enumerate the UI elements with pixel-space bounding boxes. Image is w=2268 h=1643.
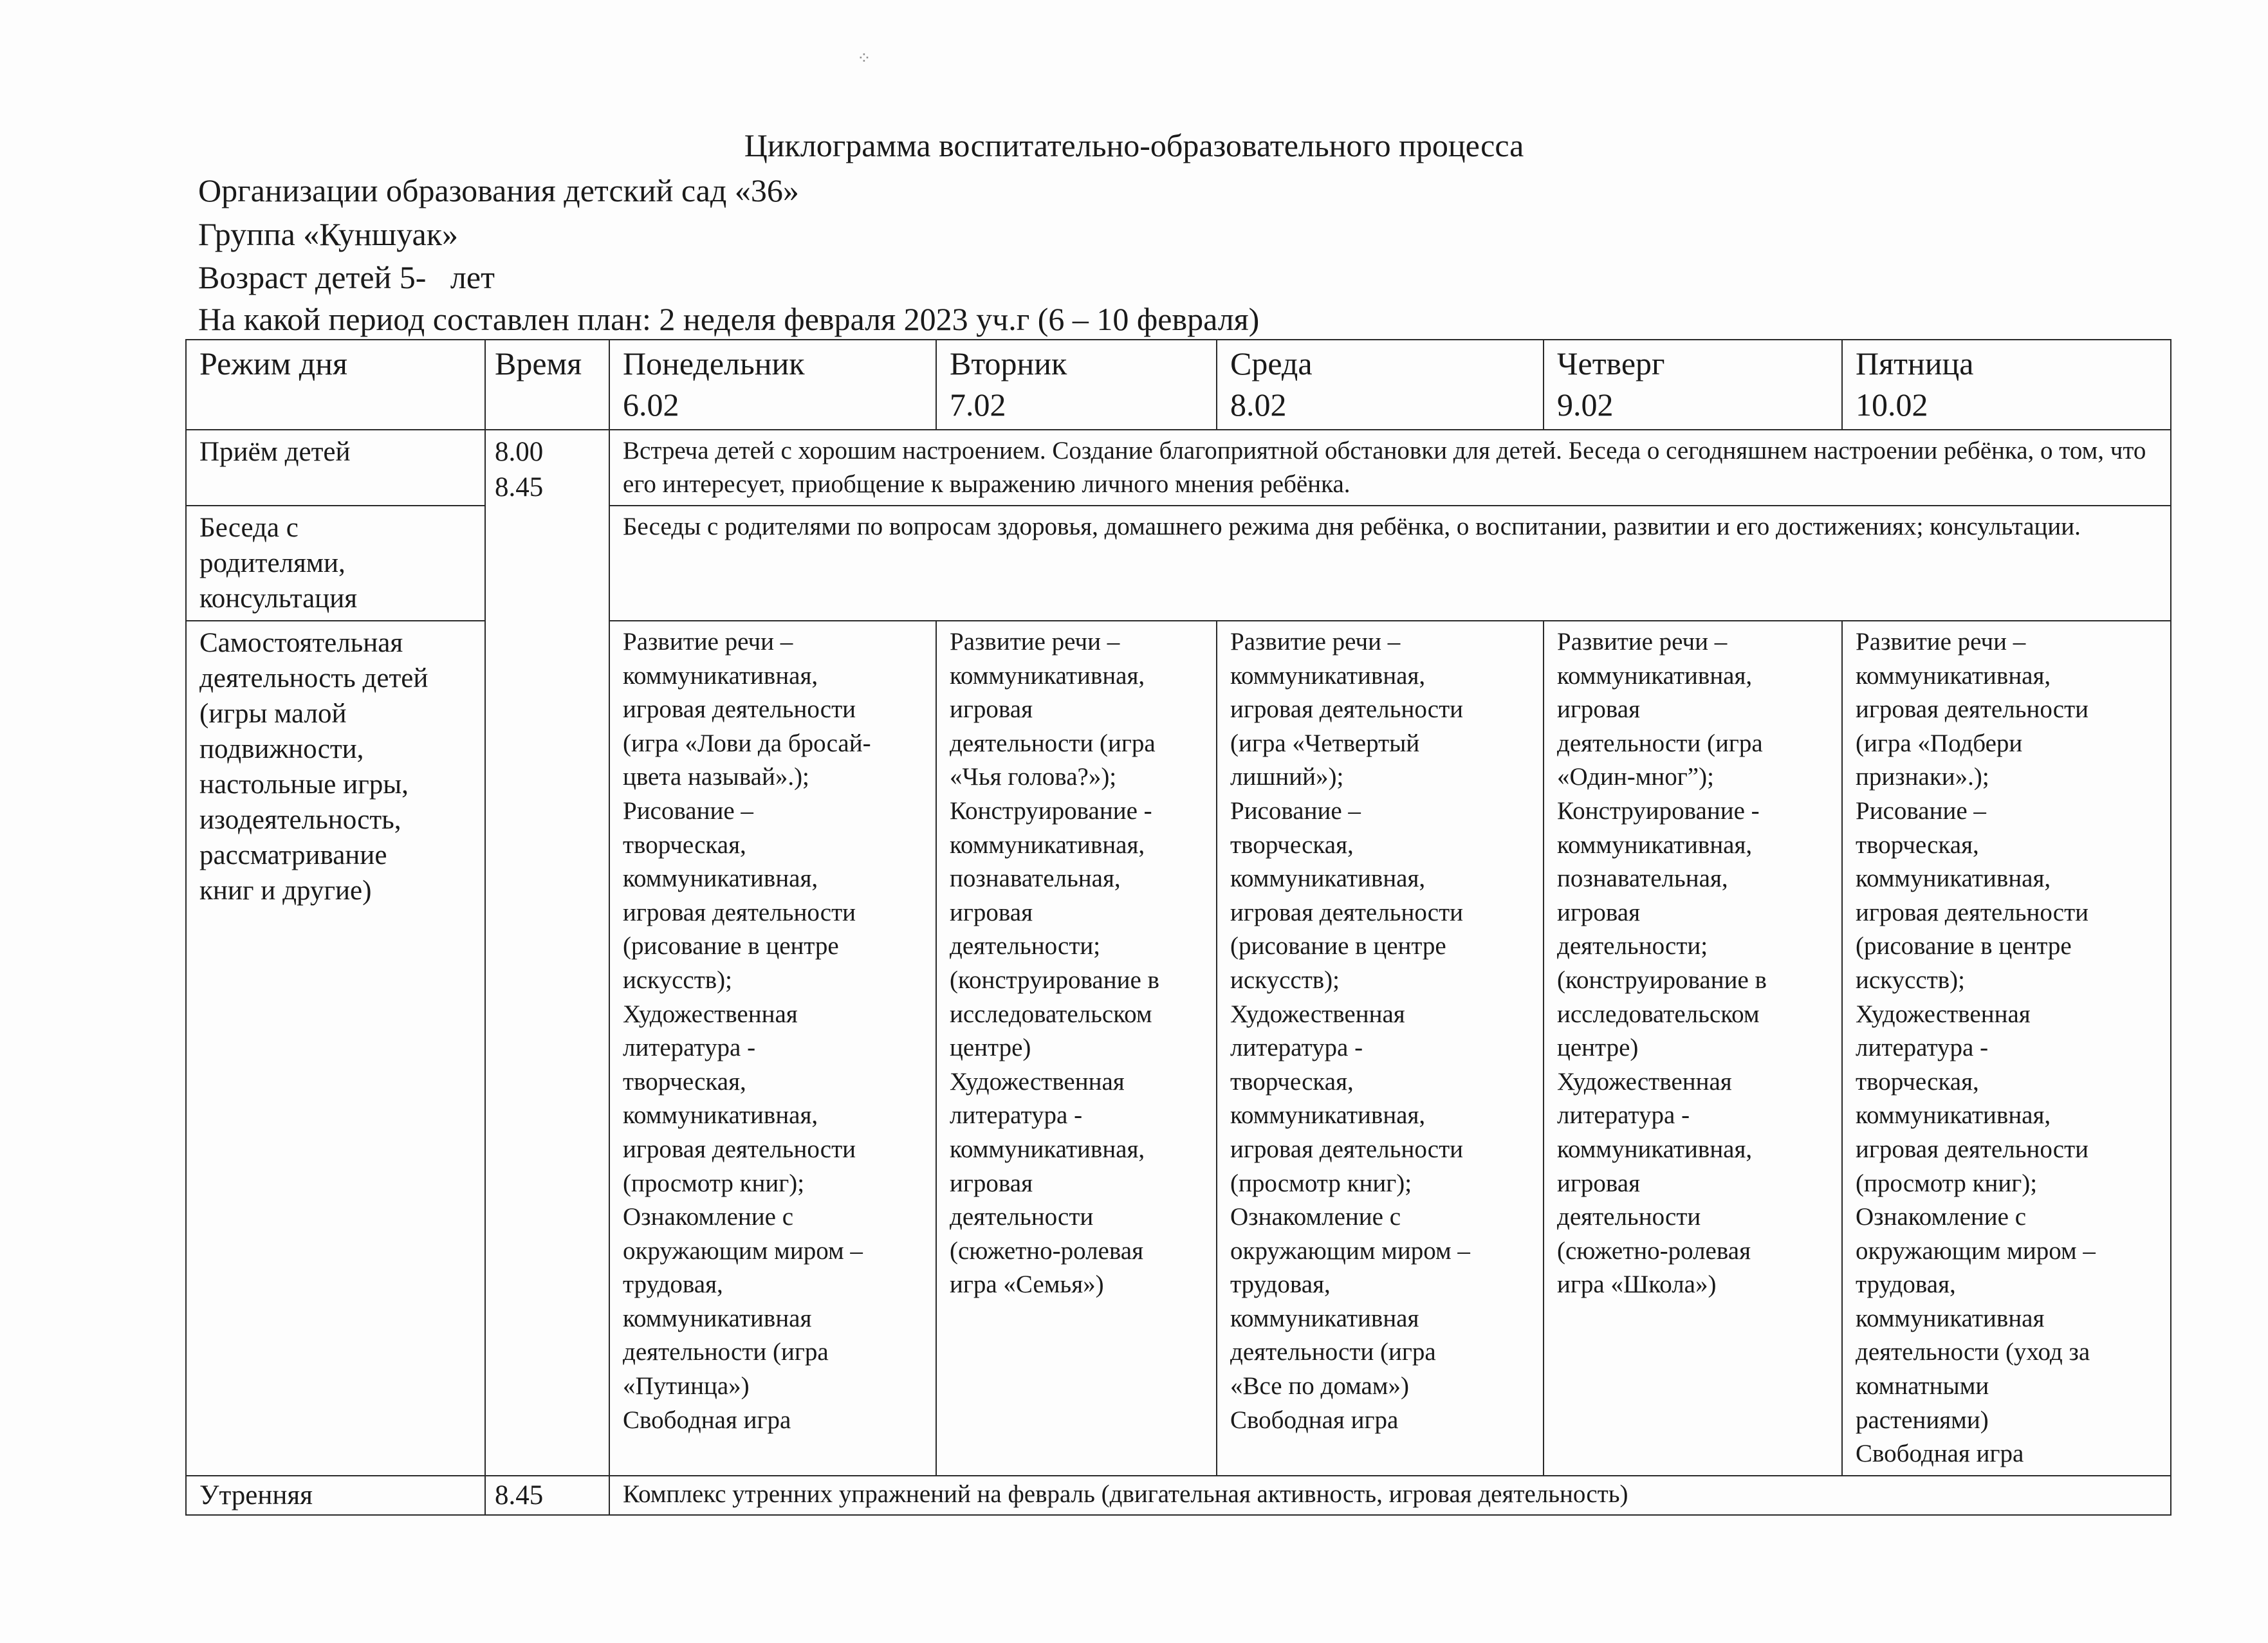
day-name: Вторник: [950, 345, 1067, 381]
cell-line: искусств);: [623, 966, 732, 994]
cell-line: игровая деятельности: [623, 1135, 856, 1163]
cell-line: творческая,: [1856, 831, 1979, 859]
header-regime: Режим дня: [186, 340, 485, 430]
cell-line: деятельности (уход за: [1856, 1338, 2090, 1366]
activity-monday: [609, 621, 936, 1476]
header-day-wednesday: [1217, 340, 1544, 430]
group-line: Группа «Куншуак»: [198, 216, 458, 252]
cell-line: коммуникативная,: [623, 661, 818, 690]
cell-line: Художественная: [623, 1000, 798, 1028]
cell-line: деятельности (игра: [1230, 1338, 1436, 1366]
cell-line: деятельность детей: [199, 663, 429, 693]
cell-line: исследовательском: [950, 1000, 1152, 1028]
cell-line: коммуникативная,: [1557, 1135, 1753, 1163]
cell-line: искусств);: [1230, 966, 1340, 994]
cell-line: творческая,: [1230, 831, 1354, 859]
priem-text: Встреча детей с хорошим настроением. Создание благоприятной обстановки для детей. Беседа о сегодняшнем настроении ребёнка, о том, что его интересует, приобщение к выражению личного мнения ребёнка.: [609, 430, 2171, 506]
cell-line: признаки».);: [1856, 763, 1989, 791]
activity-friday: [1842, 621, 2171, 1476]
cell-line: Рисование –: [1856, 796, 1986, 825]
time-morning-exercise: 8.45: [485, 1476, 609, 1515]
cell-line: коммуникативная,: [1230, 865, 1426, 893]
cell-line: деятельности;: [950, 932, 1101, 960]
cell-line: Конструирование -: [1557, 796, 1760, 825]
cell-line: Развитие речи –: [1856, 628, 2026, 656]
cell-line: (игры малой: [199, 699, 347, 729]
cell-line: (сюжетно-ролевая: [950, 1236, 1144, 1265]
cell-line: Свободная игра: [623, 1406, 791, 1434]
cell-line: коммуникативная: [623, 1304, 812, 1332]
cell-line: искусств);: [1856, 966, 1965, 994]
cell-line: Самостоятельная: [199, 628, 403, 658]
cell-line: коммуникативная,: [1230, 661, 1426, 690]
cell-line: настольные игры,: [199, 769, 409, 800]
regime-line: Беседа с: [199, 513, 299, 543]
cell-line: Свободная игра: [1230, 1406, 1399, 1434]
cell-line: деятельности;: [1557, 932, 1708, 960]
time-start: 8.00: [495, 437, 544, 467]
cell-line: центре): [1557, 1034, 1639, 1062]
cell-line: растениями): [1856, 1406, 1989, 1434]
activity-thursday: [1544, 621, 1842, 1476]
cell-line: Развитие речи –: [1230, 628, 1401, 656]
header-time: Время: [485, 340, 609, 430]
table-row-priem: [186, 430, 2171, 506]
cell-line: (просмотр книг);: [623, 1169, 805, 1197]
cell-line: рассматривание: [199, 840, 387, 870]
activity-tuesday: [936, 621, 1217, 1476]
cell-line: «Чья голова?»);: [950, 763, 1117, 791]
cell-line: Художественная: [1230, 1000, 1405, 1028]
cell-line: Рисование –: [623, 796, 753, 825]
cell-line: коммуникативная: [1856, 1304, 2045, 1332]
day-date: 8.02: [1230, 387, 1287, 423]
day-name: Понедельник: [623, 345, 805, 381]
cell-line: познавательная,: [1557, 865, 1728, 893]
cell-line: деятельности: [1557, 1203, 1701, 1231]
cell-line: игровая: [1557, 898, 1641, 926]
cell-line: цвета называй».);: [623, 763, 809, 791]
cell-line: (конструирование в: [1557, 966, 1767, 994]
cell-line: (конструирование в: [950, 966, 1159, 994]
day-date: 6.02: [623, 387, 679, 423]
cell-line: (просмотр книг);: [1230, 1169, 1412, 1197]
cell-line: деятельности: [950, 1203, 1094, 1231]
cell-line: окружающим миром –: [1856, 1236, 2096, 1265]
table-row-self-activity: [186, 621, 2171, 1476]
cell-line: литература -: [1230, 1034, 1363, 1062]
cell-line: (игра «Лови да бросай-: [623, 729, 871, 757]
regime-line: консультация: [199, 583, 357, 614]
cell-line: игровая: [950, 695, 1033, 724]
regime-self-activity: [186, 621, 485, 1476]
cell-line: Развитие речи –: [623, 628, 793, 656]
activity-wednesday: [1217, 621, 1544, 1476]
cell-line: трудовая,: [1856, 1271, 1956, 1299]
cell-line: (рисование в центре: [1230, 932, 1446, 960]
cell-line: (игра «Четвертый: [1230, 729, 1420, 757]
cell-line: коммуникативная,: [1856, 1101, 2051, 1130]
cell-line: игровая: [1557, 1169, 1641, 1197]
cell-line: игровая деятельности: [1230, 1135, 1464, 1163]
day-date: 9.02: [1557, 387, 1614, 423]
cell-line: литература -: [623, 1034, 756, 1062]
cell-line: игровая деятельности: [1230, 695, 1464, 724]
day-date: 10.02: [1856, 387, 1928, 423]
regime-priem: Приём детей: [186, 430, 485, 506]
cell-line: Ознакомление с: [623, 1203, 794, 1231]
cell-line: коммуникативная,: [623, 865, 818, 893]
header-day-thursday: [1544, 340, 1842, 430]
cell-line: игровая: [950, 1169, 1033, 1197]
cell-line: Конструирование -: [950, 796, 1152, 825]
cell-line: коммуникативная,: [1856, 661, 2051, 690]
cell-line: творческая,: [1856, 1067, 1979, 1096]
schedule-table: [185, 339, 2171, 1516]
cell-line: трудовая,: [1230, 1271, 1331, 1299]
cell-line: Художественная: [950, 1067, 1125, 1096]
cell-line: Художественная: [1856, 1000, 2031, 1028]
cell-line: творческая,: [623, 1067, 746, 1096]
cell-line: коммуникативная,: [1557, 831, 1753, 859]
header-day-monday: [609, 340, 936, 430]
cell-line: Свободная игра: [1856, 1440, 2024, 1468]
regime-line: родителями,: [199, 548, 346, 578]
cell-line: «Все по домам»): [1230, 1372, 1409, 1400]
cell-line: игровая деятельности: [1856, 695, 2089, 724]
cell-line: игровая деятельности: [1230, 898, 1464, 926]
cell-line: книг и другие): [199, 876, 372, 906]
cell-line: (рисование в центре: [623, 932, 839, 960]
regime-morning: Утренняя: [186, 1476, 485, 1515]
cell-line: коммуникативная,: [950, 831, 1145, 859]
cell-line: познавательная,: [950, 865, 1121, 893]
time-cell-morning: [485, 430, 609, 1476]
day-name: Пятница: [1856, 345, 1974, 381]
cell-line: комнатными: [1856, 1372, 1989, 1400]
cell-line: окружающим миром –: [623, 1236, 863, 1265]
cell-line: коммуникативная,: [950, 661, 1145, 690]
cell-line: игровая деятельности: [1856, 1135, 2089, 1163]
cell-line: (рисование в центре: [1856, 932, 2072, 960]
regime-beseda: [186, 506, 485, 621]
cell-line: трудовая,: [623, 1271, 723, 1299]
cell-line: коммуникативная: [1230, 1304, 1419, 1332]
cell-line: литература -: [1856, 1034, 1989, 1062]
cell-line: (игра «Подбери: [1856, 729, 2023, 757]
cell-line: Рисование –: [1230, 796, 1361, 825]
cell-line: игровая: [950, 898, 1033, 926]
cell-line: коммуникативная,: [1230, 1101, 1426, 1130]
cell-line: игровая деятельности: [623, 898, 856, 926]
cell-line: центре): [950, 1034, 1031, 1062]
time-end: 8.45: [495, 472, 544, 502]
cell-line: (просмотр книг);: [1856, 1169, 2038, 1197]
cell-line: литература -: [950, 1101, 1083, 1130]
period-line: На какой период составлен план: 2 неделя февраля 2023 уч.г (6 – 10 февраля): [198, 301, 1260, 337]
cell-line: лишний»);: [1230, 763, 1344, 791]
cell-line: игровая деятельности: [1856, 898, 2089, 926]
cell-line: деятельности (игра: [1557, 729, 1763, 757]
day-name: Четверг: [1557, 345, 1665, 381]
cell-line: коммуникативная,: [1856, 865, 2051, 893]
cell-line: (сюжетно-ролевая: [1557, 1236, 1751, 1265]
cell-line: коммуникативная,: [623, 1101, 818, 1130]
cell-line: творческая,: [1230, 1067, 1354, 1096]
beseda-text: Беседы с родителями по вопросам здоровья, домашнего режима дня ребёнка, о воспитании, развитии и его достижениях; консультации.: [609, 506, 2171, 621]
cell-line: коммуникативная,: [950, 1135, 1145, 1163]
table-row-morning-exercise: [186, 1476, 2171, 1515]
age-line: Возраст детей 5- лет: [198, 259, 495, 295]
cell-line: Ознакомление с: [1856, 1203, 2027, 1231]
cell-line: подвижности,: [199, 734, 364, 764]
organization-line: Организации образования детский сад «36»: [198, 172, 799, 208]
table-header-row: [186, 340, 2171, 430]
cell-line: окружающим миром –: [1230, 1236, 1470, 1265]
table-row-beseda: [186, 506, 2171, 621]
cell-line: игра «Школа»): [1557, 1271, 1717, 1299]
cell-line: «Один-многˮ);: [1557, 763, 1714, 791]
cell-line: Ознакомление с: [1230, 1203, 1401, 1231]
cell-line: деятельности (игра: [950, 729, 1156, 757]
header-day-friday: [1842, 340, 2171, 430]
cell-line: коммуникативная,: [1557, 661, 1753, 690]
cell-line: исследовательском: [1557, 1000, 1760, 1028]
morning-exercise-text: Комплекс утренних упражнений на февраль (двигательная активность, игровая деятельность): [609, 1476, 2171, 1515]
cell-line: Развитие речи –: [1557, 628, 1728, 656]
cell-line: деятельности (игра: [623, 1338, 829, 1366]
cell-line: творческая,: [623, 831, 746, 859]
cell-line: Развитие речи –: [950, 628, 1120, 656]
document-title: Циклограмма воспитательно-образовательного процесса: [744, 127, 1524, 163]
scan-speck: ⁘: [857, 49, 871, 68]
cell-line: игровая: [1557, 695, 1641, 724]
cell-line: «Путинца»): [623, 1372, 750, 1400]
cell-line: литература -: [1557, 1101, 1690, 1130]
cell-line: Художественная: [1557, 1067, 1732, 1096]
day-name: Среда: [1230, 345, 1313, 381]
cell-line: игровая деятельности: [623, 695, 856, 724]
day-date: 7.02: [950, 387, 1006, 423]
cell-line: игра «Семья»): [950, 1271, 1104, 1299]
header-day-tuesday: [936, 340, 1217, 430]
cell-line: изодеятельность,: [199, 805, 401, 835]
